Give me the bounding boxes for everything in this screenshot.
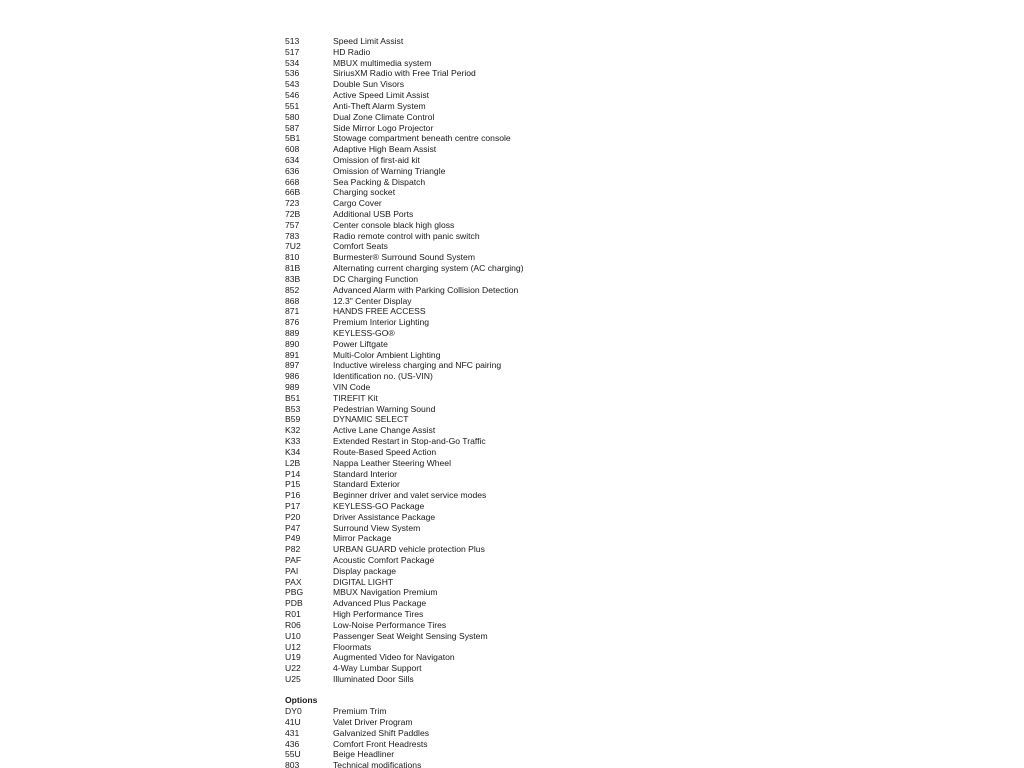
option-code: 55U — [285, 749, 301, 760]
option-description: High Performance Tires — [333, 609, 424, 620]
option-code: 890 — [285, 338, 300, 349]
option-description: Acoustic Comfort Package — [333, 555, 435, 565]
option-code: 513 — [285, 36, 300, 46]
option-code: P47 — [285, 522, 301, 533]
option-code: B59 — [285, 414, 301, 425]
option-code: DY0 — [285, 706, 302, 717]
option-description: Additional USB Ports — [333, 209, 414, 219]
list-item — [285, 544, 645, 555]
list-item — [285, 187, 645, 198]
option-code: U10 — [285, 630, 301, 641]
option-description: Charging socket — [333, 187, 396, 198]
option-code: 587 — [285, 122, 300, 133]
option-code: 436 — [285, 738, 300, 749]
option-code: 41U — [285, 716, 301, 727]
option-code: B51 — [285, 392, 301, 403]
option-description: Advanced Alarm with Parking Collision Detection — [333, 284, 519, 295]
option-code: 876 — [285, 317, 300, 328]
option-code: 757 — [285, 219, 300, 230]
option-description: 12.3" Center Display — [333, 295, 412, 306]
option-description: Technical modifications — [333, 760, 422, 768]
options-heading: Options — [285, 694, 318, 705]
option-code: PAF — [285, 555, 302, 565]
list-item — [285, 209, 645, 220]
option-code: U22 — [285, 663, 301, 674]
option-description: Premium Interior Lighting — [333, 317, 430, 328]
option-description: Active Lane Change Assist — [333, 425, 436, 436]
option-code: 668 — [285, 176, 300, 187]
list-item — [285, 58, 645, 69]
option-code: 868 — [285, 295, 300, 306]
option-description: Nappa Leather Steering Wheel — [333, 457, 452, 468]
option-code: 66B — [285, 187, 301, 198]
option-code: 636 — [285, 165, 300, 176]
list-item — [285, 252, 645, 263]
list-item — [285, 523, 645, 534]
list-item — [285, 555, 645, 566]
list-item — [285, 144, 645, 155]
option-description: Side Mirror Logo Projector — [333, 122, 434, 133]
option-code: K33 — [285, 436, 301, 447]
list-item — [285, 674, 645, 685]
option-description: DYNAMIC SELECT — [333, 414, 409, 425]
list-item — [285, 587, 645, 598]
list-item — [285, 577, 645, 588]
option-code: 83B — [285, 273, 301, 284]
list-item — [285, 90, 645, 101]
option-code: R01 — [285, 609, 301, 620]
list-item — [285, 220, 645, 231]
option-code: PBG — [285, 587, 304, 598]
list-item — [285, 717, 645, 728]
list-item — [285, 155, 645, 166]
option-code: K32 — [285, 425, 301, 436]
list-item — [285, 231, 645, 242]
option-description: HD Radio — [333, 46, 371, 57]
option-description: Double Sun Visors — [333, 79, 405, 90]
list-item — [285, 458, 645, 469]
list-item — [285, 360, 645, 371]
option-description: Beige Headliner — [333, 749, 395, 760]
option-code: 803 — [285, 760, 300, 768]
option-code: U19 — [285, 652, 301, 663]
option-code: P14 — [285, 468, 301, 479]
option-description: Cargo Cover — [333, 198, 382, 209]
option-code: 608 — [285, 144, 300, 155]
list-item — [285, 177, 645, 188]
list-item — [285, 760, 645, 768]
list-item — [285, 296, 645, 307]
option-code: 7U2 — [285, 241, 301, 252]
option-description: Floormats — [333, 641, 372, 652]
option-description: Surround View System — [333, 522, 421, 533]
option-description: Pedestrian Warning Sound — [333, 403, 436, 414]
option-description: Omission of first-aid kit — [333, 154, 420, 165]
option-code: 431 — [285, 727, 300, 738]
option-description: DIGITAL LIGHT — [333, 576, 394, 587]
list-item — [285, 79, 645, 90]
option-description: Multi-Color Ambient Lighting — [333, 349, 441, 360]
list-item — [285, 36, 645, 47]
option-code: P82 — [285, 544, 301, 555]
list-item — [285, 706, 645, 717]
option-description: Display package — [333, 565, 397, 576]
option-code: 989 — [285, 382, 300, 392]
options-list — [285, 706, 645, 768]
option-code: R06 — [285, 619, 301, 630]
option-code: P17 — [285, 500, 301, 511]
option-code: 783 — [285, 230, 300, 241]
option-description: Passenger Seat Weight Sensing System — [333, 630, 488, 641]
list-item — [285, 112, 645, 123]
option-code: 551 — [285, 100, 300, 111]
option-description: Adaptive High Beam Assist — [333, 144, 437, 155]
option-code: 852 — [285, 284, 300, 295]
option-code: 891 — [285, 349, 300, 360]
equipment-code-list — [285, 36, 645, 768]
list-item — [285, 739, 645, 750]
option-code: P15 — [285, 479, 301, 490]
list-item — [285, 512, 645, 523]
option-description: Radio remote control with panic switch — [333, 230, 480, 241]
list-item — [285, 382, 645, 393]
option-description: 4-Way Lumbar Support — [333, 663, 422, 674]
option-description: Standard Exterior — [333, 479, 400, 490]
option-description: DC Charging Function — [333, 273, 419, 284]
option-code: 536 — [285, 68, 300, 79]
option-description: Advanced Plus Package — [333, 598, 427, 609]
option-code: P49 — [285, 533, 301, 544]
list-item — [285, 642, 645, 653]
option-description: Mirror Package — [333, 533, 392, 544]
option-description: Burmester® Surround Sound System — [333, 252, 475, 263]
list-item — [285, 631, 645, 642]
standard-equipment-list — [285, 36, 645, 685]
list-item — [285, 566, 645, 577]
option-code: 634 — [285, 154, 300, 165]
option-code: 81B — [285, 263, 301, 274]
option-description: Augmented Video for Navigaton — [333, 652, 455, 663]
option-description: Valet Driver Program — [333, 716, 413, 727]
option-description: Alternating current charging system (AC charging) — [333, 263, 524, 274]
list-item — [285, 393, 645, 404]
option-description: Low-Noise Performance Tires — [333, 619, 447, 630]
option-code: 897 — [285, 360, 300, 371]
list-item — [285, 306, 645, 317]
option-code: 5B1 — [285, 133, 301, 144]
option-description: Comfort Front Headrests — [333, 738, 428, 749]
option-description: Inductive wireless charging and NFC pairing — [333, 360, 502, 371]
list-item — [285, 436, 645, 447]
list-item — [285, 339, 645, 350]
option-description: Omission of Warning Triangle — [333, 165, 446, 176]
option-description: Sea Packing & Dispatch — [333, 176, 426, 187]
list-item — [285, 425, 645, 436]
list-item — [285, 609, 645, 620]
list-item — [285, 490, 645, 501]
list-item — [285, 328, 645, 339]
option-code: PAI — [285, 565, 299, 576]
option-description: VIN Code — [333, 382, 371, 392]
list-item — [285, 501, 645, 512]
option-description: URBAN GUARD vehicle protection Plus — [333, 544, 485, 555]
list-item — [285, 263, 645, 274]
list-item — [285, 404, 645, 415]
option-code: 546 — [285, 90, 300, 101]
list-item — [285, 317, 645, 328]
list-item — [285, 598, 645, 609]
option-description: Route-Based Speed Action — [333, 446, 437, 457]
option-code: 580 — [285, 111, 300, 122]
option-description: Power Liftgate — [333, 338, 388, 349]
option-code: K34 — [285, 446, 301, 457]
option-code: 72B — [285, 209, 301, 219]
list-item — [285, 414, 645, 425]
option-description: TIREFIT Kit — [333, 392, 378, 403]
option-description: Premium Trim — [333, 706, 387, 717]
list-item — [285, 47, 645, 58]
option-description: Center console black high gloss — [333, 219, 455, 230]
option-code: B53 — [285, 403, 301, 414]
list-item — [285, 68, 645, 79]
list-item — [285, 469, 645, 480]
option-description: Anti-Theft Alarm System — [333, 100, 426, 111]
list-item — [285, 123, 645, 134]
list-item — [285, 663, 645, 674]
list-item — [285, 101, 645, 112]
option-code: P20 — [285, 511, 301, 522]
option-description: Dual Zone Climate Control — [333, 111, 435, 122]
list-item — [285, 350, 645, 361]
option-description: Stowage compartment beneath centre console — [333, 133, 511, 144]
option-code: PAX — [285, 576, 302, 587]
list-item — [285, 749, 645, 760]
option-description: Comfort Seats — [333, 241, 388, 252]
option-description: Beginner driver and valet service modes — [333, 490, 487, 501]
option-code: U12 — [285, 641, 301, 652]
option-description: MBUX Navigation Premium — [333, 587, 438, 598]
option-code: 517 — [285, 46, 300, 57]
option-description: Identification no. (US-VIN) — [333, 371, 433, 382]
option-code: U25 — [285, 673, 301, 684]
option-code: 543 — [285, 79, 300, 90]
option-description: KEYLESS-GO® — [333, 327, 395, 338]
list-item — [285, 479, 645, 490]
option-description: Extended Restart in Stop-and-Go Traffic — [333, 436, 486, 447]
option-code: L2B — [285, 457, 301, 468]
option-description: SiriusXM Radio with Free Trial Period — [333, 68, 476, 79]
list-item — [285, 371, 645, 382]
option-code: 723 — [285, 198, 300, 209]
option-description: Active Speed Limit Assist — [333, 90, 430, 101]
option-code: 889 — [285, 327, 300, 338]
option-description: Driver Assistance Package — [333, 511, 436, 522]
list-item — [285, 166, 645, 177]
option-code: PDB — [285, 598, 303, 609]
option-description: Speed Limit Assist — [333, 36, 404, 46]
option-code: 871 — [285, 306, 300, 317]
list-item — [285, 198, 645, 209]
list-item — [285, 728, 645, 739]
option-description: HANDS FREE ACCESS — [333, 306, 426, 317]
option-code: 810 — [285, 252, 300, 263]
list-item — [285, 133, 645, 144]
list-item — [285, 447, 645, 458]
list-item — [285, 285, 645, 296]
option-code: P16 — [285, 490, 301, 501]
list-item — [285, 620, 645, 631]
option-description: KEYLESS-GO Package — [333, 500, 425, 511]
list-item — [285, 533, 645, 544]
list-item — [285, 241, 645, 252]
option-description: Standard Interior — [333, 468, 398, 479]
option-code: 534 — [285, 57, 300, 68]
option-code: 986 — [285, 371, 300, 382]
option-description: MBUX multimedia system — [333, 57, 432, 68]
option-description: Galvanized Shift Paddles — [333, 727, 430, 738]
option-description: Illuminated Door Sills — [333, 673, 414, 684]
list-item — [285, 274, 645, 285]
list-item — [285, 652, 645, 663]
